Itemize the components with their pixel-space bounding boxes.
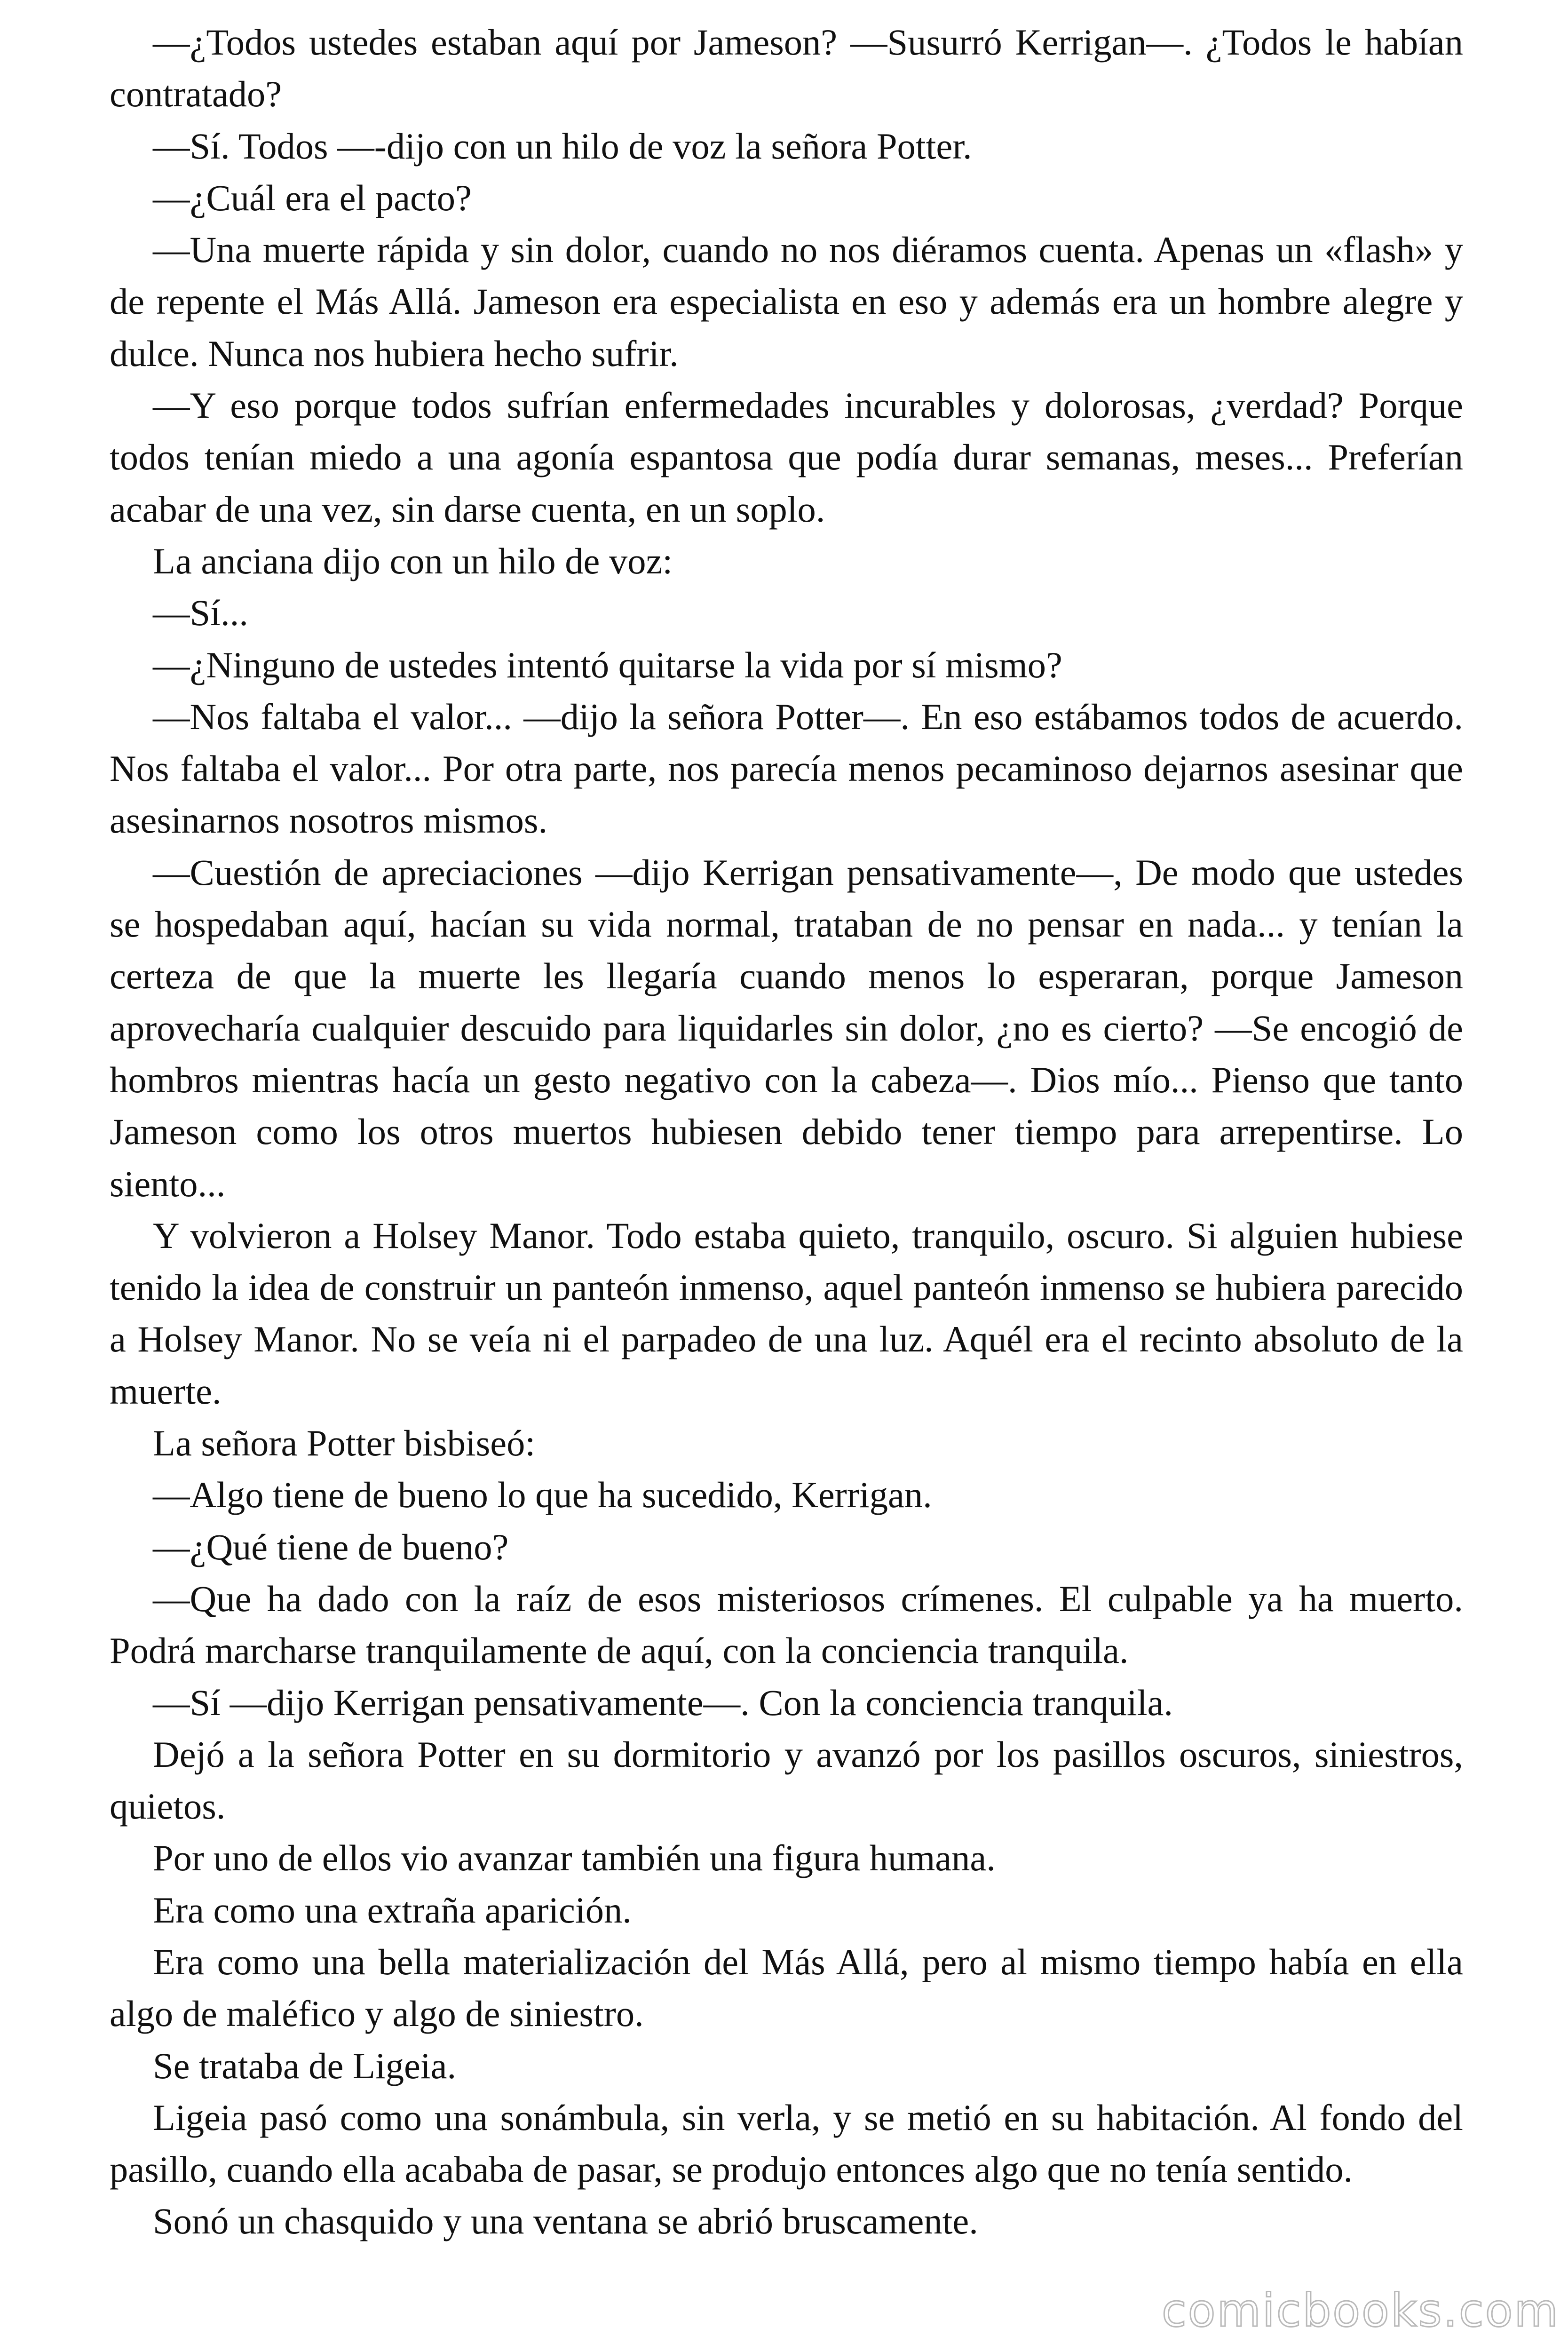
paragraph: Era como una bella materialización del Más Allá, pero al mismo tiempo había en ella algo de maléfico y algo de siniestro. [110,1941,1463,2034]
watermark: comicbooks.com [1162,2284,1560,2337]
paragraph: —Cuestión de apreciaciones —dijo Kerrigan pensativamente—, De modo que ustedes se hospedaban aquí, hacían su vida normal, trataban de no pensar en nada... y tenían la certeza de que la muerte les llegaría cuando menos lo esperaran, porque Jameson aprovecharía cualquier descuido para liquidarles sin dolor, ¿no es cierto? —Se encogió de hombros mientras hacía un gesto negativo con la cabeza—. Dios mío... Pienso que tanto Jameson como los otros muertos hubiesen debido tener tiempo para arrepentirse. Lo siento... [110,851,1463,1204]
paragraph: —Que ha dado con la raíz de esos misteriosos crímenes. El culpable ya ha muerto. Podrá marcharse tranquilamente de aquí, con la conciencia tranquila. [110,1578,1463,1671]
paragraph: —Sí... [153,592,248,634]
paragraph: La anciana dijo con un hilo de voz: [153,540,673,581]
paragraph: Y volvieron a Holsey Manor. Todo estaba quieto, tranquilo, oscuro. Si alguien hubiese tenido la idea de construir un panteón inmenso, aquel panteón inmenso se hubiera parecido a Holsey Manor. No se veía ni el parpadeo de una luz. Aquél era el recinto absoluto de la muerte. [110,1215,1463,1412]
paragraph: —Algo tiene de bueno lo que ha sucedido, Kerrigan. [153,1474,932,1516]
paragraph: —¿Qué tiene de bueno? [153,1526,509,1567]
paragraph: —Una muerte rápida y sin dolor, cuando no nos diéramos cuenta. Apenas un «flash» y de repente el Más Allá. Jameson era especialista en eso y además era un hombre alegre y dulce. Nunca nos hubiera hecho sufrir. [110,229,1463,374]
paragraph: —¿Ninguno de ustedes intentó quitarse la vida por sí mismo? [153,644,1062,685]
paragraph: —Y eso porque todos sufrían enfermedades incurables y dolorosas, ¿verdad? Porque todos tenían miedo a una agonía espantosa que podía durar semanas, meses... Preferían acabar de una vez, sin darse cuenta, en un soplo. [110,385,1463,530]
paragraph: —¿Todos ustedes estaban aquí por Jameson? —Susurró Kerrigan—. ¿Todos le habían contratado? [110,22,1463,115]
book-page-text [110,16,1463,2248]
paragraph: Era como una extraña aparición. [153,1889,632,1931]
paragraph: —Sí. Todos —-dijo con un hilo de voz la señora Potter. [153,125,972,167]
paragraph: La señora Potter bisbiseó: [153,1422,536,1464]
paragraph: —Sí —dijo Kerrigan pensativamente—. Con la conciencia tranquila. [153,1682,1173,1723]
paragraph: Se trataba de Ligeia. [153,2045,457,2086]
paragraph: Ligeia pasó como una sonámbula, sin verla, y se metió en su habitación. Al fondo del pasillo, cuando ella acababa de pasar, se produjo entonces algo que no tenía sentido. [110,2097,1463,2190]
paragraph: Por uno de ellos vio avanzar también una figura humana. [153,1837,996,1879]
paragraph: Sonó un chasquido y una ventana se abrió bruscamente. [153,2201,978,2242]
paragraph: —Nos faltaba el valor... —dijo la señora Potter—. En eso estábamos todos de acuerdo. Nos faltaba el valor... Por otra parte, nos parecía menos pecaminoso dejarnos asesinar que asesinarnos nosotros mismos. [110,696,1463,841]
paragraph: —¿Cuál era el pacto? [153,177,472,218]
paragraph: Dejó a la señora Potter en su dormitorio y avanzó por los pasillos oscuros, siniestros, quietos. [110,1733,1463,1827]
